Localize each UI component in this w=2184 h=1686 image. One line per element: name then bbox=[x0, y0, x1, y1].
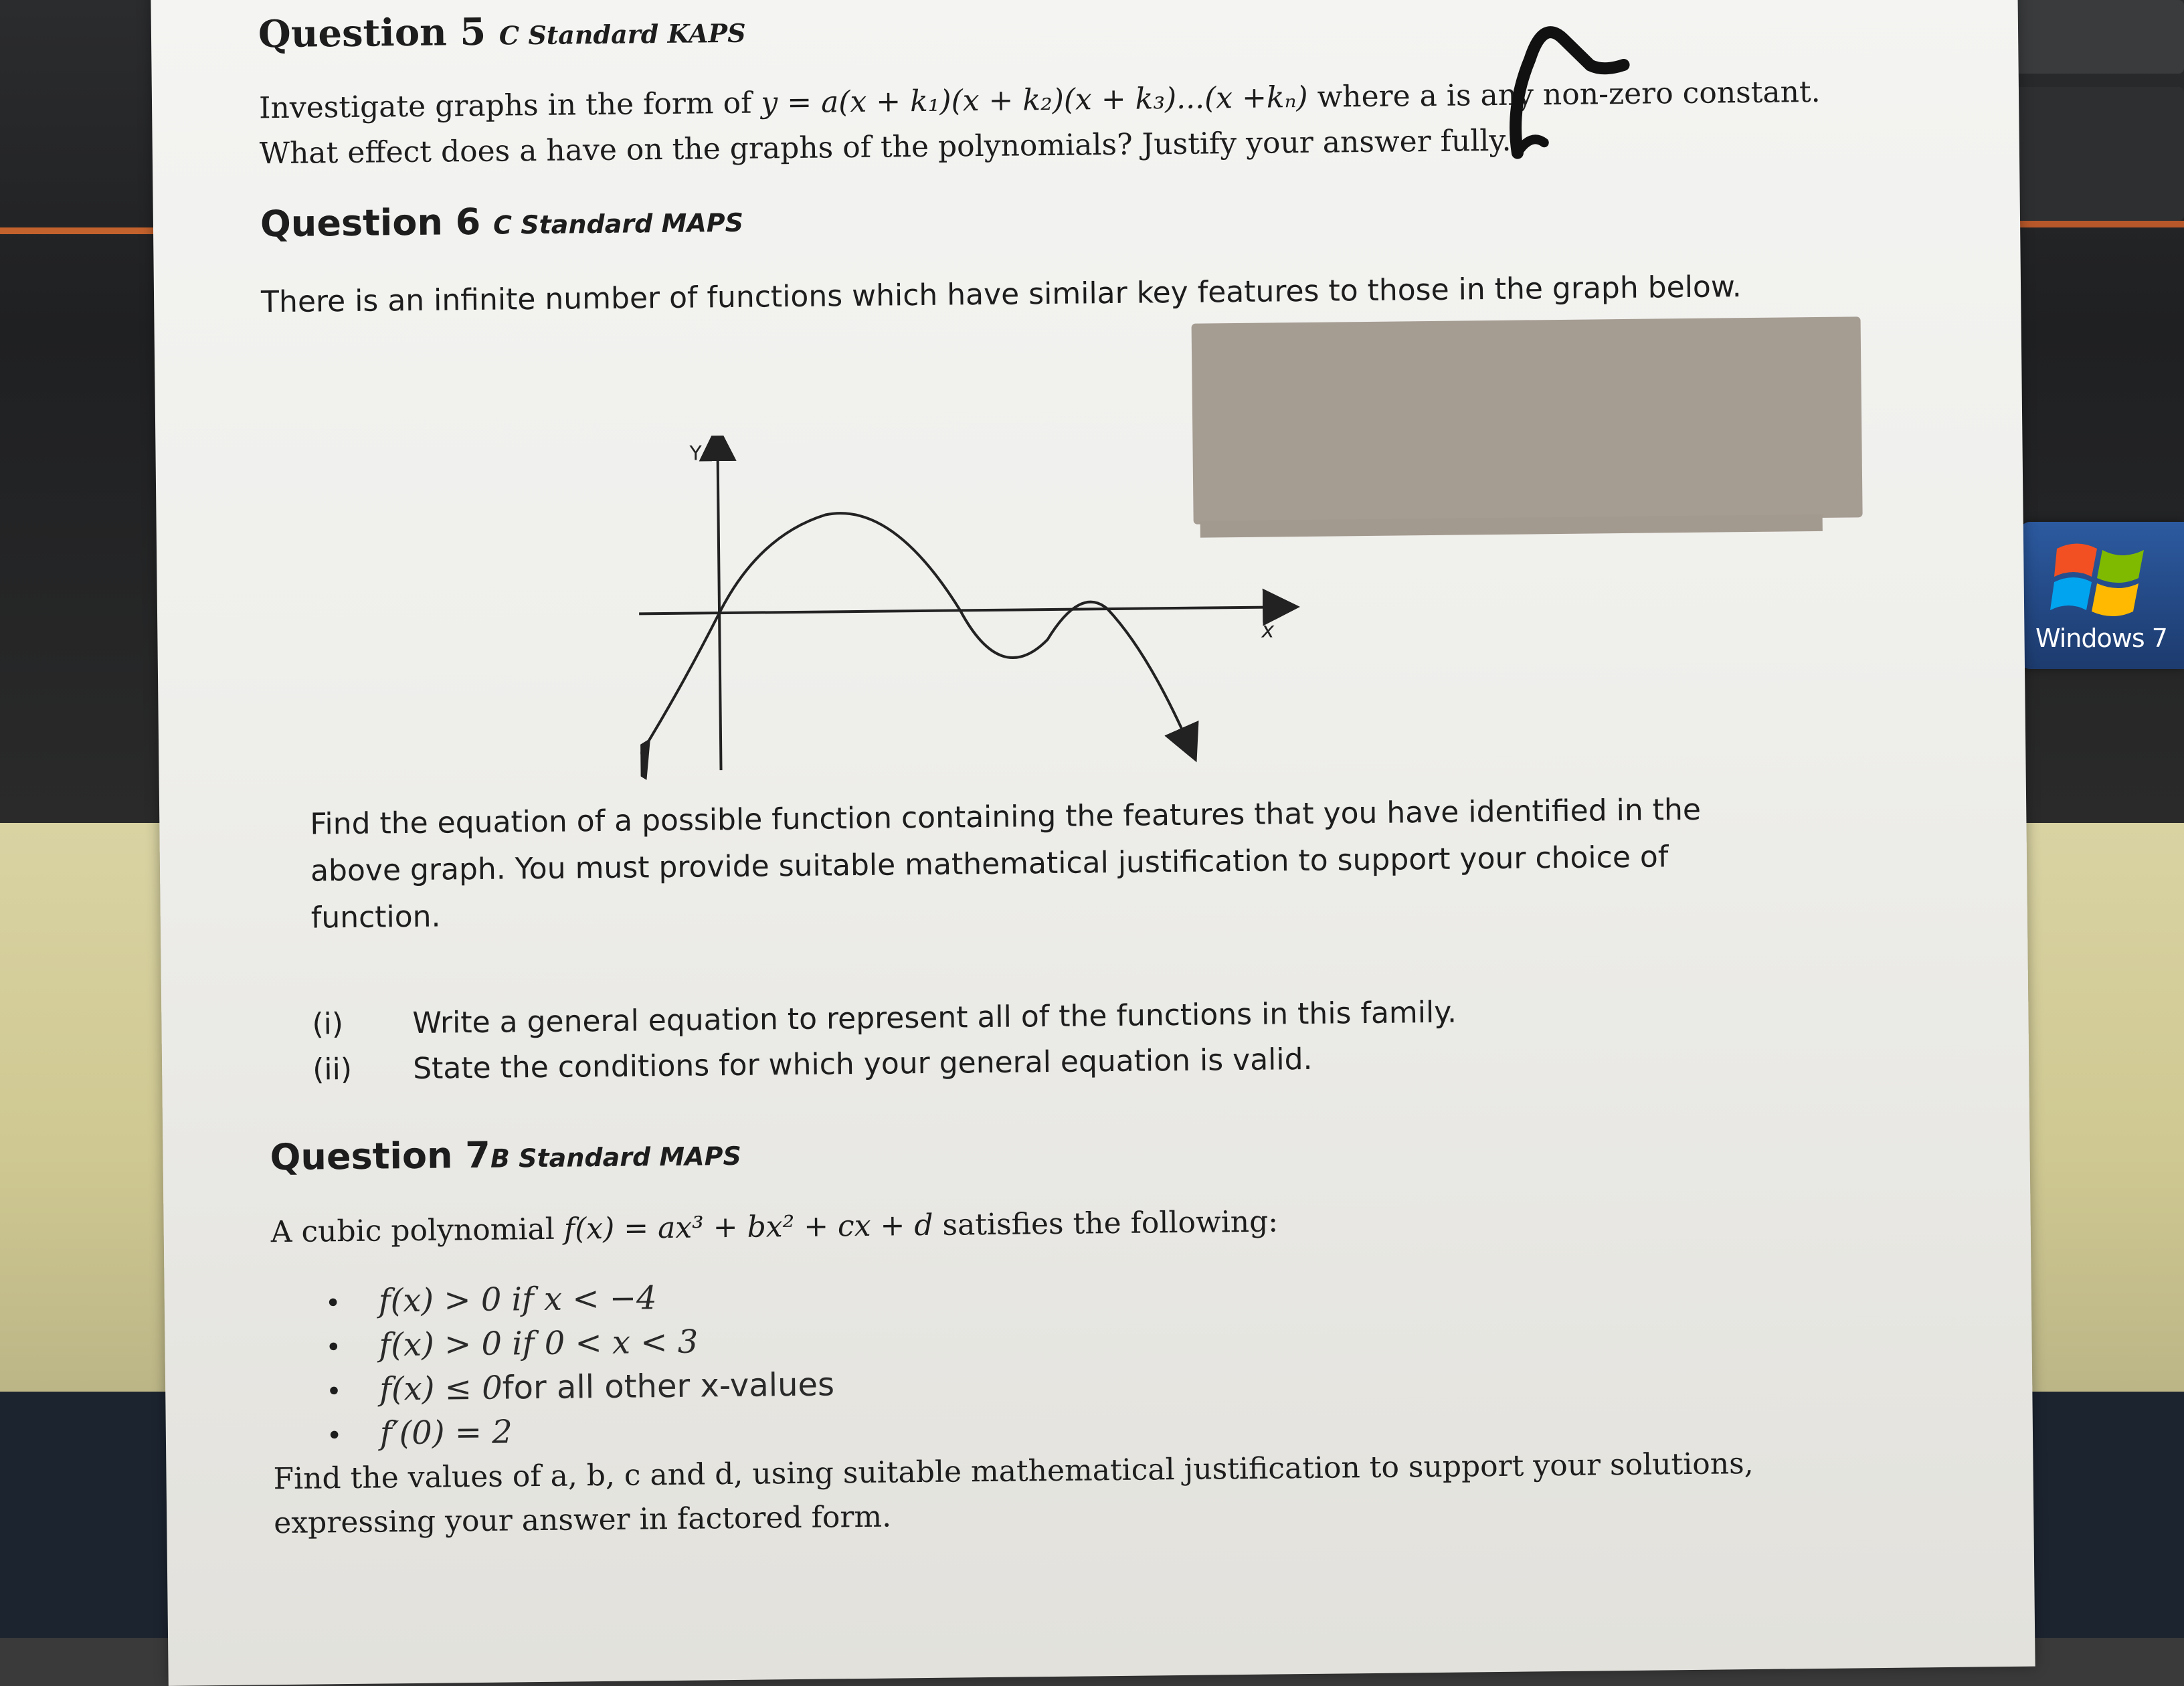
q7-intro bbox=[270, 1192, 2011, 1255]
q6-heading bbox=[260, 198, 744, 246]
q5-line1-post: where a is any non-zero constant. bbox=[1307, 74, 1821, 114]
q6-standard: C Standard MAPS bbox=[492, 207, 744, 240]
q5-body bbox=[259, 68, 1999, 177]
ink-scribble bbox=[1489, 0, 1665, 160]
q5-standard: C Standard KAPS bbox=[498, 17, 746, 51]
y-axis bbox=[717, 442, 721, 770]
bullet-icon: • bbox=[325, 1288, 341, 1319]
q7-task bbox=[273, 1439, 2013, 1546]
q5-heading bbox=[258, 7, 746, 57]
q6-intro: There is an infinite number of functions which have similar key features to those in the graph below. bbox=[260, 270, 1742, 320]
q7-heading bbox=[270, 1131, 741, 1178]
condition-text: f(x) > 0 if 0 < x < 3 bbox=[379, 1323, 699, 1364]
q7-task-line: Find the values of a, b, c and d, using suitable mathematical justification to support your solutions, bbox=[273, 1446, 1754, 1497]
x-axis-label: x bbox=[1261, 617, 1275, 643]
windows-logo-icon bbox=[2050, 535, 2151, 622]
part-number: (ii) bbox=[312, 1052, 353, 1087]
q6-task bbox=[310, 783, 1984, 941]
worksheet-paper bbox=[151, 0, 2035, 1686]
windows-badge-label: Windows 7 bbox=[2035, 624, 2167, 653]
windows-7-sticker bbox=[2019, 522, 2184, 669]
q7-title: Question 7 bbox=[270, 1133, 491, 1179]
q6-task-line: function. bbox=[310, 899, 441, 935]
function-graph bbox=[637, 430, 1323, 785]
q7-task-line: expressing your answer in factored form. bbox=[274, 1499, 892, 1541]
part-number: (i) bbox=[312, 1007, 344, 1042]
q6-task-line: Find the equation of a possible function containing the features that you have identified in the bbox=[310, 792, 1702, 842]
condition-text: f(x) ≤ 0 bbox=[379, 1369, 503, 1408]
condition-suffix: for all other x-values bbox=[502, 1366, 835, 1407]
q5-line1-pre: Investigate graphs in the form of bbox=[258, 86, 761, 126]
q5-equation: y = a(x + k₁)(x + k₂)(x + k₃)...(x +kₙ) bbox=[761, 80, 1308, 120]
q6-parts bbox=[312, 984, 1985, 1093]
laptop-edge-left bbox=[0, 227, 161, 234]
q6-task-line: above graph. You must provide suitable mathematical justification to support your choice of bbox=[310, 840, 1669, 888]
condition-text: f′(0) = 2 bbox=[379, 1413, 513, 1453]
condition-text: f(x) > 0 if x < −4 bbox=[378, 1279, 657, 1320]
q5-line2: What effect does a have on the graphs of the polynomials? Justify your answer fully. bbox=[259, 123, 1512, 171]
q7-intro-pre: A cubic polynomial bbox=[270, 1212, 565, 1250]
bullet-icon: • bbox=[325, 1376, 343, 1408]
q5-title: Question 5 bbox=[258, 9, 486, 57]
q7-intro-post: satisfies the following: bbox=[933, 1204, 1279, 1242]
y-axis-label: Y bbox=[689, 442, 703, 466]
q7-equation: f(x) = ax³ + bx² + cx + d bbox=[563, 1208, 933, 1246]
q7-conditions bbox=[325, 1266, 1933, 1459]
bullet-icon: • bbox=[326, 1420, 343, 1452]
bullet-icon: • bbox=[325, 1332, 342, 1364]
q6-title: Question 6 bbox=[260, 200, 481, 246]
part-text: Write a general equation to represent all of the functions in this family. bbox=[412, 995, 1457, 1040]
part-text: State the conditions for which your general equation is valid. bbox=[412, 1042, 1313, 1086]
q7-standard: B Standard MAPS bbox=[490, 1141, 742, 1174]
